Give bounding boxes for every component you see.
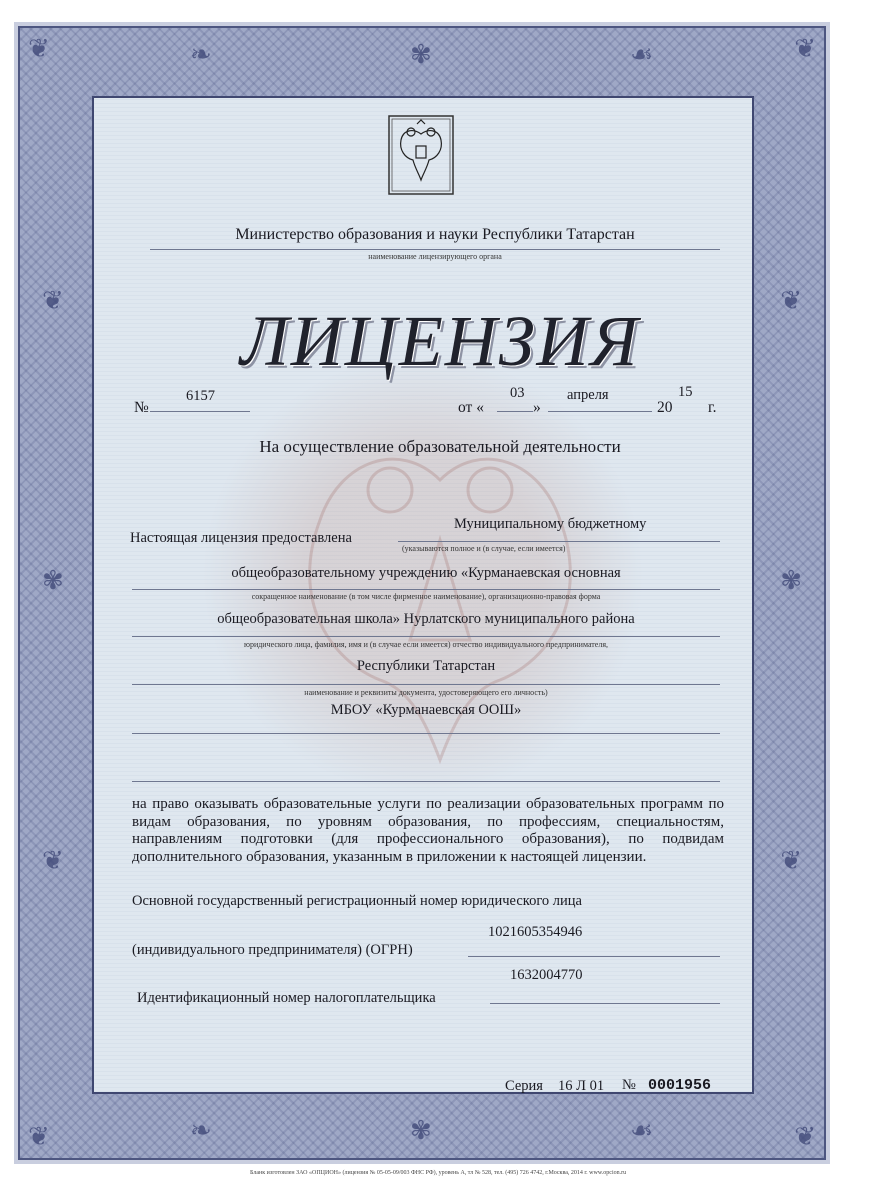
- grantee-underline-1: [398, 541, 720, 542]
- ogrn-underline: [468, 956, 720, 957]
- grantee-underline-4: [132, 684, 720, 685]
- ogrn-value: 1021605354946: [488, 924, 583, 940]
- ogrn-label-1: Основной государственный регистрационный номер юридического лица: [132, 893, 582, 909]
- printer-footer: Бланк изготовлен ЗАО «ОПЦИОН» (лицензия № 05-05-09/003 ФНС РФ), уровень А, тл № 528, тел. (495) 726 4742, г.Москва, 2014 г. www.opcion.ru: [250, 1170, 627, 1176]
- series-value: 16 Л 01: [558, 1078, 605, 1094]
- border-ornament: ✾: [410, 1116, 432, 1145]
- year-prefix: 20: [657, 399, 673, 416]
- ogrn-label-2: (индивидуального предпринимателя) (ОГРН): [132, 942, 413, 958]
- form-number: 0001956: [648, 1077, 712, 1094]
- border-ornament: ❦: [42, 846, 64, 875]
- number-underline: [150, 411, 250, 412]
- grantee-intro: Настоящая лицензия предоставлена: [130, 530, 352, 546]
- grantee-underline-6: [132, 781, 720, 782]
- ministry-caption: наименование лицензирующего органа: [368, 252, 502, 261]
- ministry-underline: [150, 249, 720, 250]
- grantee-line-2: общеобразовательному учреждению «Курманаевская основная: [231, 565, 621, 581]
- grantee-short-name: МБОУ «Курманаевская ООШ»: [330, 702, 522, 718]
- form-number-label: №: [622, 1077, 636, 1093]
- border-ornament: ✾: [780, 566, 802, 595]
- grantee-line-3: общеобразовательная школа» Нурлатского муниципального района: [217, 611, 635, 627]
- month-underline: [548, 411, 652, 412]
- grantee-underline-2: [132, 589, 720, 590]
- border-ornament: ❦: [780, 286, 802, 315]
- day-underline: [497, 411, 533, 412]
- corner-ornament: ❦: [794, 34, 816, 63]
- date-from-label: от «: [458, 399, 484, 416]
- grantee-underline-3: [132, 636, 720, 637]
- border-ornament: ❧: [190, 40, 212, 69]
- grantee-underline-5: [132, 733, 720, 734]
- year-label: г.: [708, 399, 717, 416]
- grantee-caption-2: сокращенное наименование (в том числе фирменное наименование), организационно-правовая форма: [251, 592, 601, 601]
- grantee-line-4: Республики Татарстан: [356, 658, 496, 674]
- coat-of-arms-emblem: [387, 114, 455, 196]
- border-ornament: ❦: [780, 846, 802, 875]
- grantee-line-1: Муниципальному бюджетному: [454, 516, 647, 532]
- license-day: 03: [510, 385, 525, 401]
- grantee-caption-4: наименование и реквизиты документа, удостоверяющего его личность): [304, 688, 548, 697]
- border-ornament: ✾: [42, 566, 64, 595]
- corner-ornament: ❦: [28, 1122, 50, 1151]
- number-label: №: [134, 399, 149, 416]
- document-title: ЛИЦЕНЗИЯ: [240, 301, 640, 381]
- ministry-name: Министерство образования и науки Республики Татарстан: [235, 226, 635, 243]
- year-suffix: 15: [678, 384, 693, 400]
- corner-ornament: ❦: [28, 34, 50, 63]
- activity-title: На осуществление образовательной деятельности: [259, 437, 621, 456]
- license-number: 6157: [186, 388, 215, 404]
- rights-paragraph: на право оказывать образовательные услуги по реализации образовательных программ по видам образования, по уровням образования, по профессиям, специальностям, направлениям подготовки (для профессионального образования), по подвидам дополнительного образования, указанным в приложении к настоящей лицензии.: [132, 796, 724, 865]
- border-ornament: ❦: [42, 286, 64, 315]
- border-ornament: ☙: [630, 1116, 654, 1145]
- grantee-caption-1: (указываются полное и (в случае, если имеется): [402, 544, 566, 553]
- border-ornament: ☙: [630, 40, 654, 69]
- date-day-close: »: [533, 399, 541, 416]
- border-ornament: ❧: [190, 1116, 212, 1145]
- series-label: Серия: [505, 1078, 543, 1094]
- inn-underline: [490, 1003, 720, 1004]
- border-ornament: ✾: [410, 40, 432, 69]
- grantee-caption-3: юридического лица, фамилия, имя и (в случае если имеется) отчество индивидуального предпринимателя,: [243, 640, 609, 649]
- inn-label: Идентификационный номер налогоплательщика: [137, 990, 436, 1006]
- inn-value: 1632004770: [510, 967, 583, 983]
- corner-ornament: ❦: [794, 1122, 816, 1151]
- license-month: апреля: [567, 387, 609, 403]
